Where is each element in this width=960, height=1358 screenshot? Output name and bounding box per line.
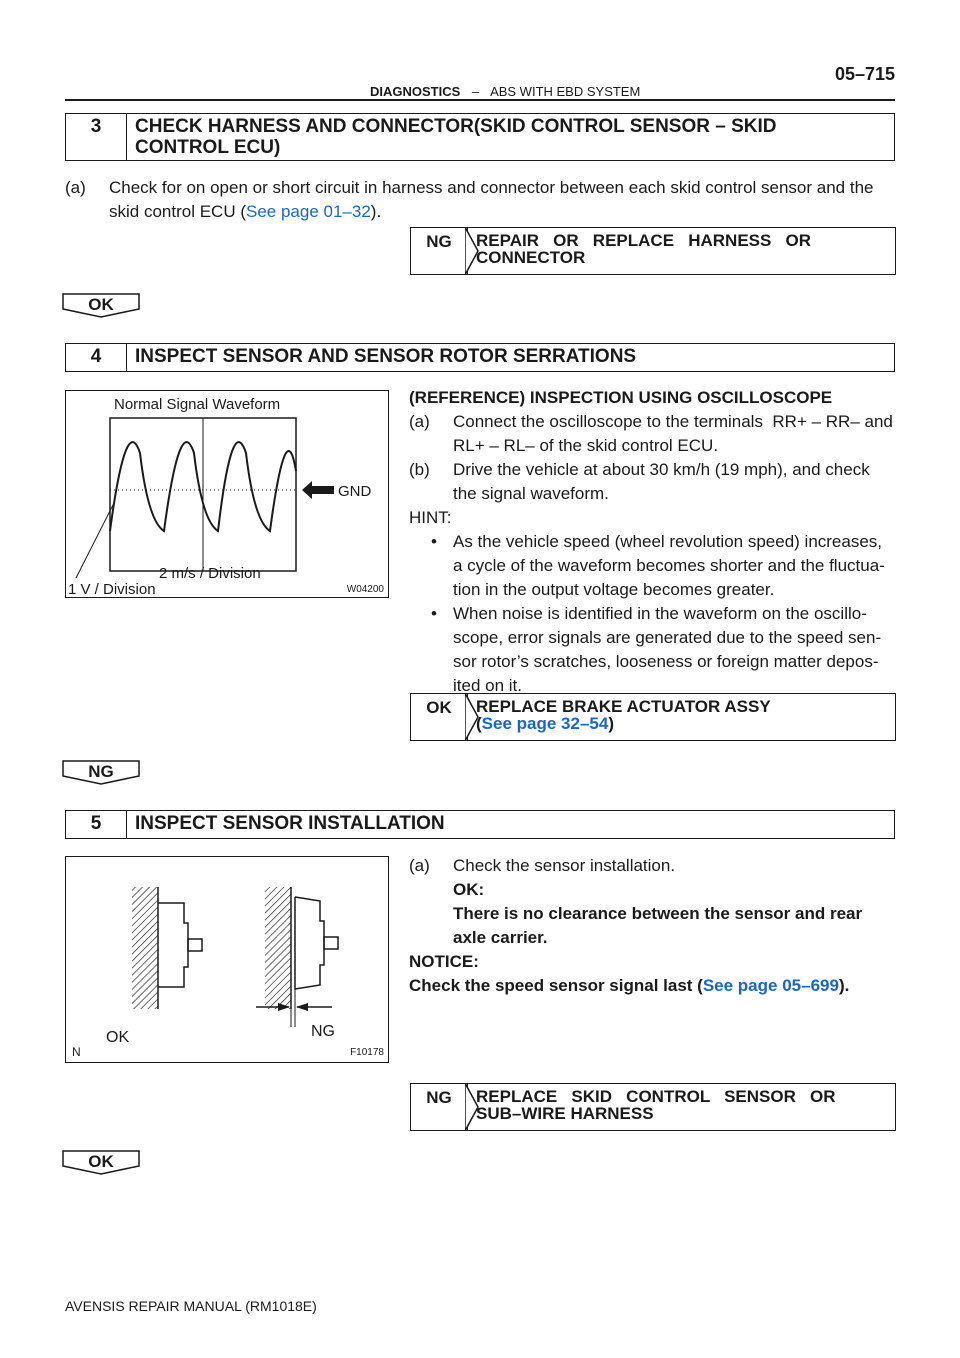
step-4-result-box	[410, 693, 896, 741]
ok-criteria-line2: axle carrier.	[453, 928, 548, 947]
result-action-line2: CONNECTOR	[476, 248, 586, 267]
result-action	[468, 1084, 895, 1130]
result-action-line2: SUB–WIRE HARNESS	[476, 1104, 654, 1123]
badge-label: OK	[88, 295, 114, 314]
item-a-text	[65, 176, 895, 224]
step-3-result-box	[410, 227, 896, 275]
notice-label: NOTICE:	[409, 952, 479, 971]
bullet-2-line3: sor rotor’s scratches, looseness or foreign matter depos-	[453, 652, 879, 671]
bullet-icon: •	[431, 532, 437, 551]
result-line2-post: )	[608, 714, 614, 733]
step-3-title-line2: CONTROL ECU)	[135, 137, 281, 158]
bullet-2-line1: When noise is identified in the waveform on the oscillo-	[453, 604, 867, 623]
item-label: (a)	[409, 412, 430, 431]
manual-footer: AVENSIS REPAIR MANUAL (RM1018E)	[65, 1298, 317, 1314]
subsection-name: ABS WITH EBD SYSTEM	[490, 84, 641, 99]
bullet-1-line1: As the vehicle speed (wheel revolution speed) increases,	[453, 532, 883, 551]
arrow-right-icon	[465, 1083, 479, 1131]
item-a-line1: Connect the oscilloscope to the terminals RR+ – RR– and	[453, 412, 893, 431]
section-header	[370, 84, 640, 99]
notice-post: ).	[838, 976, 850, 995]
step-5-box	[65, 810, 895, 839]
volt-division-label: 1 V / Division	[68, 581, 156, 598]
result-action-line1: REPLACE SKID CONTROL SENSOR OR	[476, 1087, 836, 1106]
figure-n-label: N	[72, 1045, 81, 1059]
page-number: 05–715	[835, 64, 896, 84]
section-name: DIAGNOSTICS	[370, 84, 461, 99]
ng-badge	[62, 760, 140, 784]
badge-label: NG	[88, 762, 114, 781]
step-4-item-a	[409, 410, 897, 458]
result-tag	[411, 228, 468, 274]
gnd-label: GND	[338, 483, 372, 500]
result-tag-label: NG	[426, 232, 452, 251]
figure-code: W04200	[346, 584, 384, 595]
step-4-title: INSPECT SENSOR AND SENSOR ROTOR SERRATIONS	[135, 346, 637, 367]
step-4-number: 4	[66, 344, 127, 371]
result-action	[468, 694, 895, 740]
figure-code: F10178	[350, 1047, 384, 1058]
step-3-title-line1: CHECK HARNESS AND CONNECTOR(SKID CONTROL SENSOR – SKID	[135, 116, 777, 137]
item-a-line2: RL+ – RL– of the skid control ECU.	[453, 436, 719, 455]
item-a-line2-pre: skid control ECU (	[109, 202, 246, 221]
arrow-right-icon	[465, 693, 479, 741]
item-label: (a)	[409, 856, 430, 875]
step-5-procedure	[409, 854, 897, 998]
result-line2-pre: (	[476, 714, 482, 733]
result-action	[468, 228, 895, 274]
arrow-right-icon	[465, 227, 479, 275]
result-tag	[411, 694, 468, 740]
ok-criteria-line1: There is no clearance between the sensor and rear	[453, 904, 863, 923]
ok-criteria-label: OK:	[453, 880, 485, 899]
ng-label: NG	[311, 1023, 335, 1040]
bullet-2-line4: ited on it.	[453, 676, 522, 695]
step-3-item-a	[65, 176, 895, 224]
item-label: (a)	[65, 178, 86, 197]
step-3-title	[127, 114, 784, 160]
hint-label: HINT:	[409, 508, 452, 527]
see-page-link[interactable]: See page 01–32	[245, 202, 371, 221]
bullet-1-line3: tion in the output voltage becomes greater.	[453, 580, 775, 599]
step-4-item-b	[409, 458, 897, 506]
hint-bullet-1	[409, 530, 897, 602]
item-a-line2	[109, 200, 895, 224]
item-label: (b)	[409, 460, 430, 479]
step-5-title: INSPECT SENSOR INSTALLATION	[135, 813, 445, 834]
result-tag-label: OK	[426, 698, 452, 717]
item-b-line2: the signal waveform.	[453, 484, 609, 503]
step-3-number: 3	[66, 114, 127, 160]
waveform-figure	[65, 390, 389, 598]
step-4-box	[65, 343, 895, 372]
step-5-result-box	[410, 1083, 896, 1131]
result-action-line1: REPLACE BRAKE ACTUATOR ASSY	[476, 697, 771, 716]
item-b-line1: Drive the vehicle at about 30 km/h (19 mph), and check	[453, 460, 870, 479]
see-page-link[interactable]: See page 05–699	[702, 976, 839, 995]
badge-label: OK	[88, 1152, 114, 1171]
result-tag-label: NG	[426, 1088, 452, 1107]
result-tag	[411, 1084, 468, 1130]
header-rule	[65, 99, 895, 101]
see-page-link[interactable]: See page 32–54	[481, 714, 609, 733]
step-4-procedure	[409, 386, 897, 698]
time-division-label: 2 m/s / Division	[159, 565, 261, 582]
ok-badge	[62, 293, 140, 317]
header-separator: –	[471, 84, 480, 99]
sensor-installation-figure	[65, 856, 389, 1063]
bullet-icon: •	[431, 604, 437, 623]
item-a-line2-post: ).	[370, 202, 382, 221]
step-3-box	[65, 113, 895, 161]
result-action-line1: REPAIR OR REPLACE HARNESS OR	[476, 231, 812, 250]
bullet-2-line2: scope, error signals are generated due to the speed sen-	[453, 628, 882, 647]
hint-bullet-2	[409, 602, 897, 698]
bullet-1-line2: a cycle of the waveform becomes shorter and the fluctua-	[453, 556, 885, 575]
figure-title: Normal Signal Waveform	[114, 396, 281, 413]
item-a-line1: Check for on open or short circuit in harness and connector between each skid control sensor and the	[109, 178, 874, 197]
ok-label: OK	[106, 1029, 130, 1046]
result-action-line2	[476, 715, 887, 732]
notice-pre: Check the speed sensor signal last (	[409, 976, 703, 995]
ok-badge	[62, 1150, 140, 1174]
procedure-heading: (REFERENCE) INSPECTION USING OSCILLOSCOPE	[409, 388, 833, 407]
item-a-text: Check the sensor installation.	[453, 856, 676, 875]
step-5-number: 5	[66, 811, 127, 838]
notice-text	[409, 974, 897, 998]
step-5-item-a	[409, 854, 897, 878]
ok-criteria	[409, 878, 897, 950]
